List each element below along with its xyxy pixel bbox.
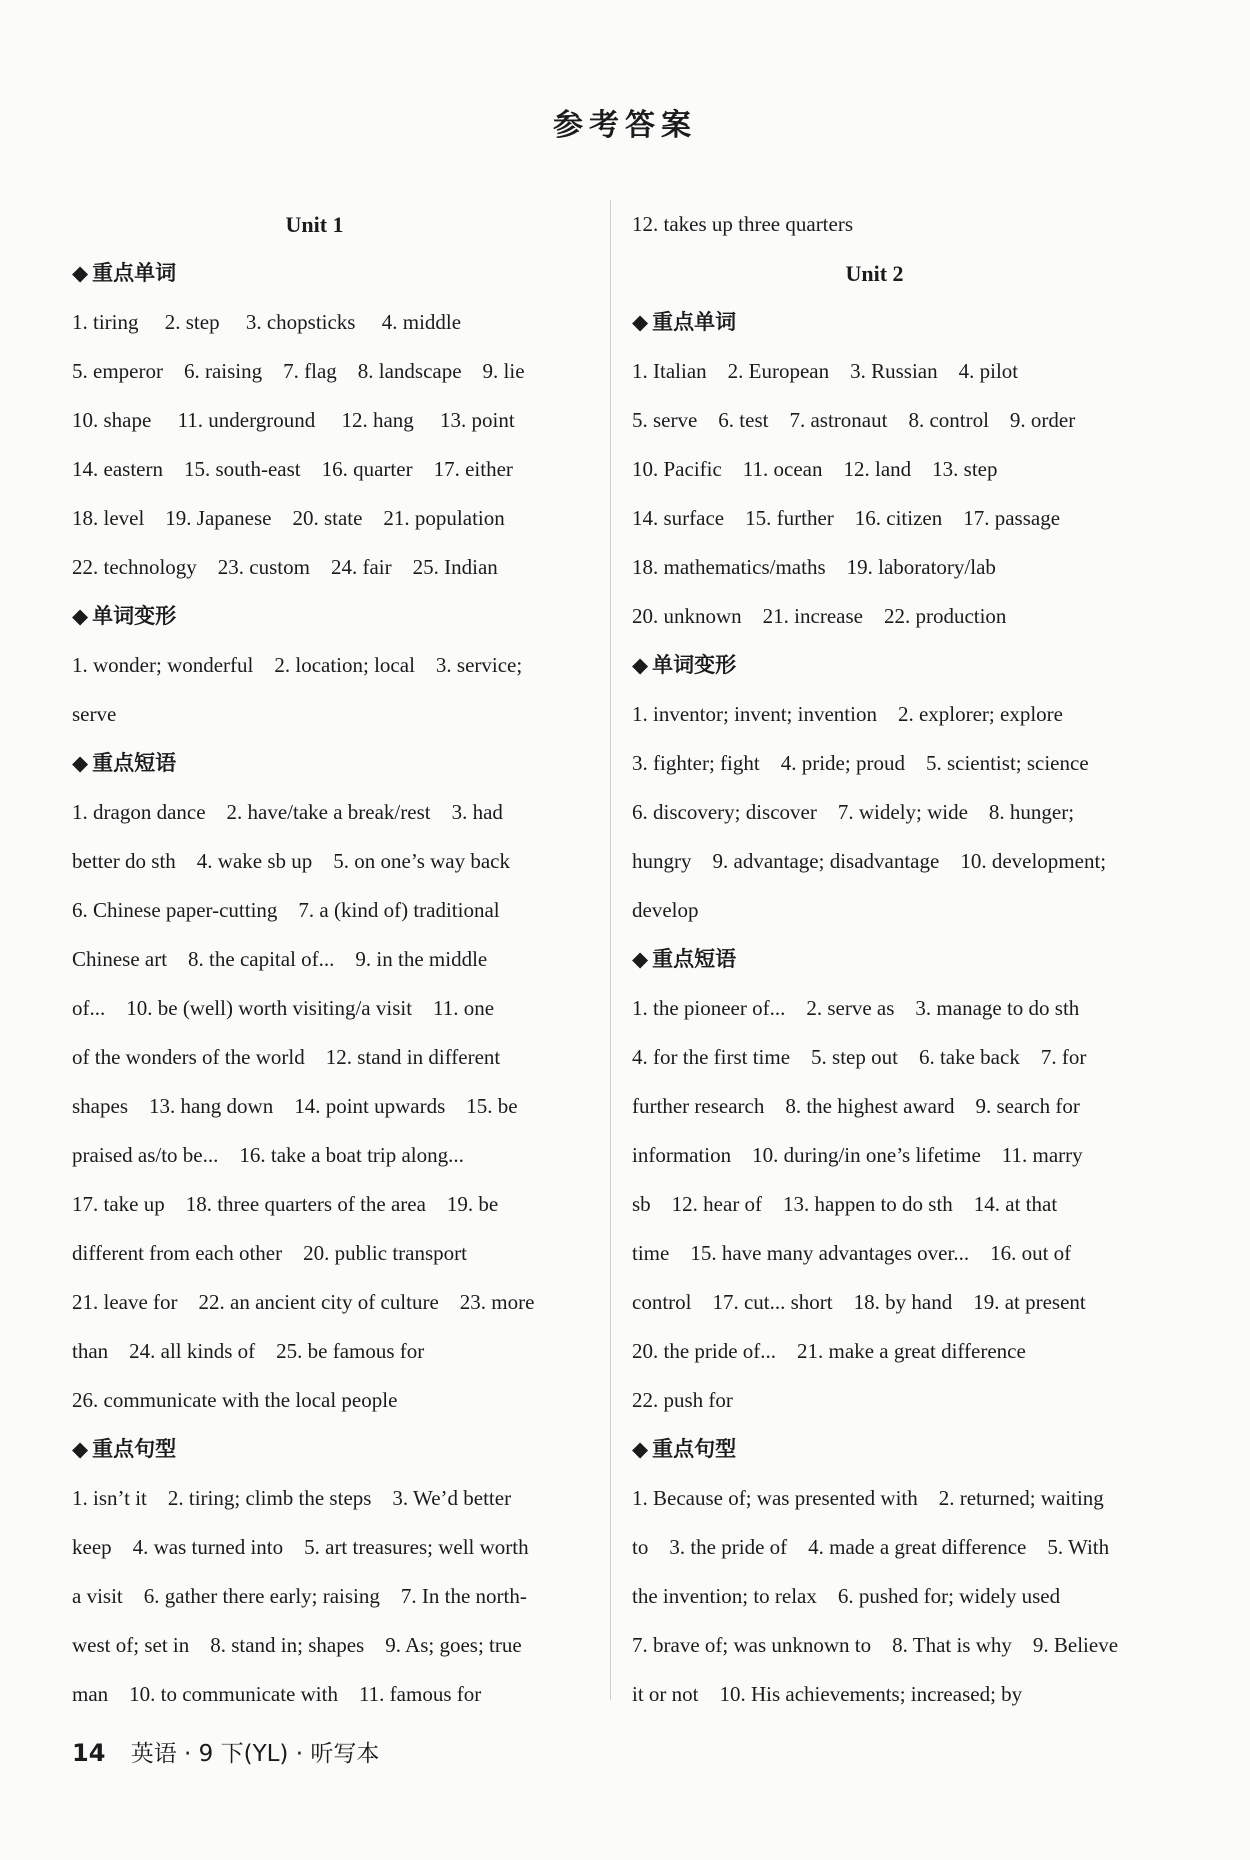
answer-line: 1. Because of; was presented with 2. returned; waiting — [632, 1486, 1104, 1510]
answer-line: 14. surface 15. further 16. citizen 17. passage — [632, 506, 1061, 530]
answer-line: 20. the pride of... 21. make a great difference — [632, 1339, 1026, 1363]
answer-line: hungry 9. advantage; disadvantage 10. development; — [632, 849, 1107, 873]
answer-block-word-forms — [72, 641, 557, 739]
answer-line: 1. Italian 2. European 3. Russian 4. pilot — [632, 359, 1019, 383]
answer-line: 5. serve 6. test 7. astronaut 8. control 9. order — [632, 408, 1076, 432]
answer-line: 20. unknown 21. increase 22. production — [632, 604, 1007, 628]
diamond-icon: ◆ — [72, 1437, 89, 1461]
answer-block-word-forms — [632, 690, 1117, 935]
answer-line: 3. fighter; fight 4. pride; proud 5. scientist; science — [632, 751, 1089, 775]
answer-line: 1. dragon dance 2. have/take a break/rest 3. had — [72, 800, 503, 824]
answer-line: different from each other 20. public transport — [72, 1241, 467, 1265]
answer-block-key-phrases — [632, 984, 1117, 1425]
answer-line: of the wonders of the world 12. stand in different — [72, 1045, 501, 1069]
diamond-icon: ◆ — [72, 751, 89, 775]
left-column — [72, 200, 557, 1719]
section-heading-key-words: ◆ 重点单词 — [72, 261, 177, 285]
answer-line: control 17. cut... short 18. by hand 19. at present — [632, 1290, 1086, 1314]
page-number: 14 — [72, 1739, 106, 1767]
answer-line: develop — [632, 898, 699, 922]
answer-line: serve — [72, 702, 117, 726]
answer-line: 21. leave for 22. an ancient city of culture 23. more — [72, 1290, 535, 1314]
answer-block-key-sentences — [632, 1474, 1117, 1719]
section-heading-key-sentences: ◆ 重点句型 — [72, 1437, 177, 1461]
answer-line: 14. eastern 15. south-east 16. quarter 17. either — [72, 457, 513, 481]
answer-line: 1. the pioneer of... 2. serve as 3. manage to do sth — [632, 996, 1080, 1020]
section-heading-key-words: ◆ 重点单词 — [632, 310, 737, 334]
book-label: 英语 · 9 下(YL) · 听写本 — [130, 1741, 380, 1767]
answer-line: 7. brave of; was unknown to 8. That is why 9. Believe — [632, 1633, 1119, 1657]
answer-line: time 15. have many advantages over... 16. out of — [632, 1241, 1072, 1265]
answer-block-key-sentences — [72, 1474, 557, 1719]
diamond-icon: ◆ — [632, 1437, 649, 1461]
section-heading-word-forms: ◆ 单词变形 — [632, 653, 737, 677]
section-heading-key-sentences: ◆ 重点句型 — [632, 1437, 737, 1461]
answer-line: further research 8. the highest award 9. search for — [632, 1094, 1080, 1118]
answer-line: west of; set in 8. stand in; shapes 9. As; goes; true — [72, 1633, 522, 1657]
answer-line: 5. emperor 6. raising 7. flag 8. landscape 9. lie — [72, 359, 525, 383]
answer-line: 1. wonder; wonderful 2. location; local 3. service; — [72, 653, 523, 677]
answer-line: man 10. to communicate with 11. famous for — [72, 1682, 482, 1706]
answer-line: it or not 10. His achievements; increased; by — [632, 1682, 1023, 1706]
diamond-icon: ◆ — [632, 947, 649, 971]
answer-line: 10. Pacific 11. ocean 12. land 13. step — [632, 457, 998, 481]
answer-block-key-words — [632, 347, 1117, 641]
answer-line: 17. take up 18. three quarters of the area 19. be — [72, 1192, 499, 1216]
column-divider — [610, 200, 611, 1700]
section-heading-word-forms: ◆ 单词变形 — [72, 604, 177, 628]
answer-line: shapes 13. hang down 14. point upwards 15. be — [72, 1094, 518, 1118]
diamond-icon: ◆ — [72, 261, 89, 285]
answer-line: 12. takes up three quarters — [632, 212, 854, 236]
answer-line: of... 10. be (well) worth visiting/a visit 11. one — [72, 996, 495, 1020]
answer-line: praised as/to be... 16. take a boat trip along... — [72, 1143, 464, 1167]
diamond-icon: ◆ — [72, 604, 89, 628]
right-column — [632, 200, 1117, 1719]
answer-line: better do sth 4. wake sb up 5. on one’s way back — [72, 849, 510, 873]
answer-line: 18. level 19. Japanese 20. state 21. population — [72, 506, 505, 530]
page-footer — [72, 1735, 379, 1768]
answer-line: 6. Chinese paper-cutting 7. a (kind of) traditional — [72, 898, 500, 922]
unit-title: Unit 2 — [845, 261, 904, 286]
answer-line: 1. tiring 2. step 3. chopsticks 4. middle — [72, 310, 462, 334]
answer-line: 1. isn’t it 2. tiring; climb the steps 3. We’d better — [72, 1486, 512, 1510]
answer-line: 18. mathematics/maths 19. laboratory/lab — [632, 555, 996, 579]
answer-line: Chinese art 8. the capital of... 9. in the middle — [72, 947, 488, 971]
answer-line: 6. discovery; discover 7. widely; wide 8. hunger; — [632, 800, 1075, 824]
answer-block-key-phrases — [72, 788, 557, 1425]
answer-line: 1. inventor; invent; invention 2. explorer; explore — [632, 702, 1063, 726]
answer-line: 26. communicate with the local people — [72, 1388, 398, 1412]
diamond-icon: ◆ — [632, 653, 649, 677]
answer-line: information 10. during/in one’s lifetime 11. marry — [632, 1143, 1083, 1167]
answer-line: 4. for the first time 5. step out 6. take back 7. for — [632, 1045, 1087, 1069]
answer-line: 10. shape 11. underground 12. hang 13. point — [72, 408, 515, 432]
page-title: 参考答案 — [553, 108, 697, 143]
unit-title: Unit 1 — [285, 212, 344, 237]
answer-block-key-words — [72, 298, 557, 592]
answer-line: 22. technology 23. custom 24. fair 25. Indian — [72, 555, 498, 579]
answer-line: than 24. all kinds of 25. be famous for — [72, 1339, 425, 1363]
answer-line: 22. push for — [632, 1388, 733, 1412]
answer-line: sb 12. hear of 13. happen to do sth 14. at that — [632, 1192, 1058, 1216]
answer-line: to 3. the pride of 4. made a great difference 5. With — [632, 1535, 1110, 1559]
answer-line: keep 4. was turned into 5. art treasures; well worth — [72, 1535, 529, 1559]
section-heading-key-phrases: ◆ 重点短语 — [72, 751, 177, 775]
answer-line: a visit 6. gather there early; raising 7. In the north- — [72, 1584, 527, 1608]
diamond-icon: ◆ — [632, 310, 649, 334]
answer-line: the invention; to relax 6. pushed for; widely used — [632, 1584, 1061, 1608]
section-heading-key-phrases: ◆ 重点短语 — [632, 947, 737, 971]
